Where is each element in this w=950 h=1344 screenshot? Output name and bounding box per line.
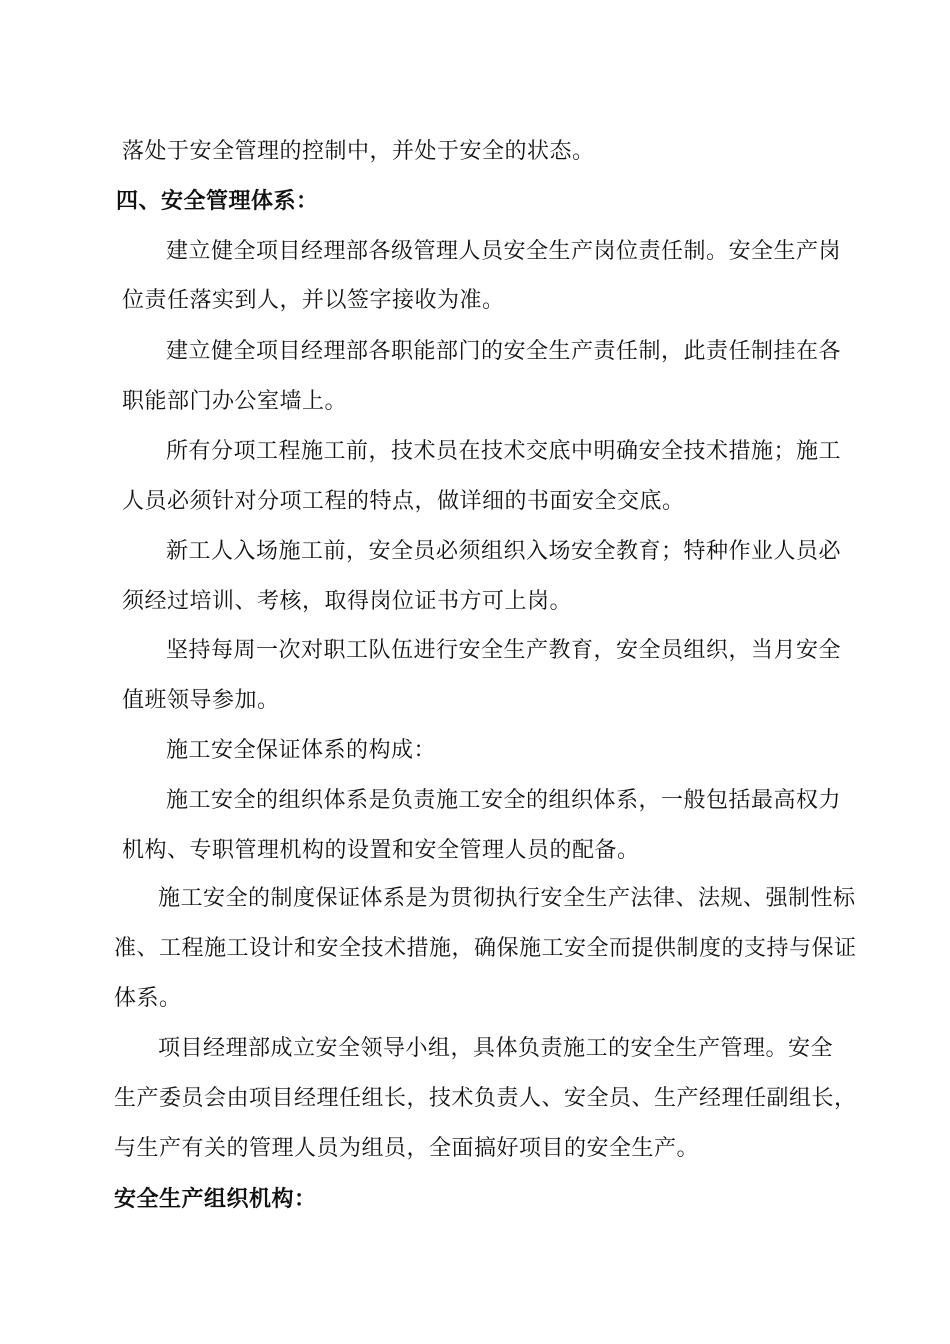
text-line-1: 落处于安全管理的控制中，并处于安全的状态。 (122, 139, 595, 164)
text-line-4: 位责任落实到人，并以签字接收为准。 (122, 288, 505, 313)
text-line-11: 坚持每周一次对职工队伍进行安全生产教育，安全员组织，当月安全 (166, 638, 842, 663)
text-line-17: 准、工程施工设计和安全技术措施，确保施工安全而提供制度的支持与保证 (114, 936, 857, 961)
text-line-7: 所有分项工程施工前，技术员在技术交底中明确安全技术措施；施工 (166, 439, 842, 464)
text-line-15: 机构、专职管理机构的设置和安全管理人员的配备。 (122, 838, 640, 863)
text-line-21: 与生产有关的管理人员为组员，全面搞好项目的安全生产。 (114, 1136, 700, 1161)
text-line-12: 值班领导参加。 (122, 688, 280, 713)
text-line-18: 体系。 (114, 986, 182, 1011)
section-heading-safety-production-organization: 安全生产组织机构： (114, 1186, 317, 1212)
text-line-6: 职能部门办公室墙上。 (122, 389, 348, 414)
text-line-8: 人员必须针对分项工程的特点，做详细的书面安全交底。 (122, 489, 685, 514)
text-line-3: 建立健全项目经理部各级管理人员安全生产岗位责任制。安全生产岗 (166, 239, 842, 264)
text-line-20: 生产委员会由项目经理任组长，技术负责人、安全员、生产经理任副组长， (114, 1086, 857, 1111)
text-line-13: 施工安全保证体系的构成： (166, 738, 437, 763)
text-line-9: 新工人入场施工前，安全员必须组织入场安全教育；特种作业人员必 (166, 539, 842, 564)
text-line-19: 项目经理部成立安全领导小组，具体负责施工的安全生产管理。安全 (158, 1036, 834, 1061)
text-line-10: 须经过培训、考核，取得岗位证书方可上岗。 (122, 589, 573, 614)
text-line-14: 施工安全的组织体系是负责施工安全的组织体系，一般包括最高权力 (166, 788, 842, 813)
section-heading-safety-management-system: 四、安全管理体系： (116, 188, 319, 214)
text-line-5: 建立健全项目经理部各职能部门的安全生产责任制，此责任制挂在各 (166, 339, 842, 364)
text-line-16: 施工安全的制度保证体系是为贯彻执行安全生产法律、法规、强制性标 (158, 886, 856, 911)
